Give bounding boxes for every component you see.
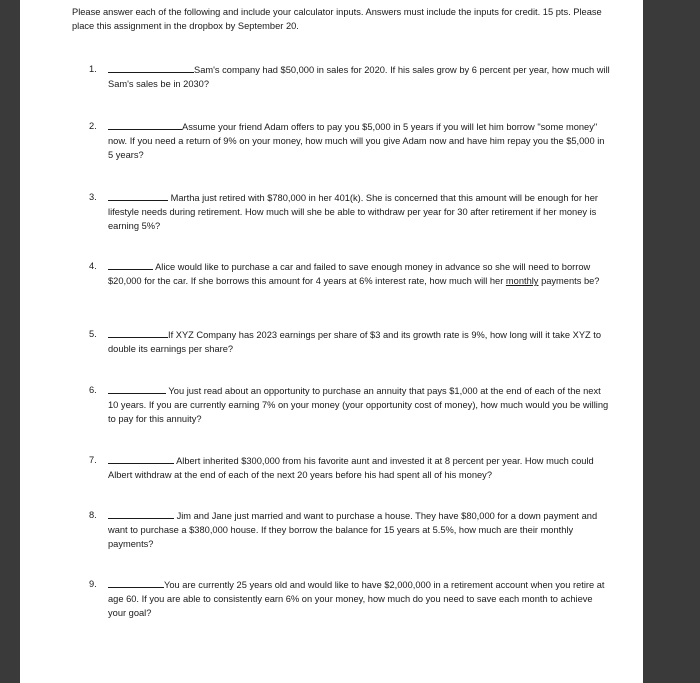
- right-border: [643, 0, 700, 683]
- question-5: [89, 327, 611, 356]
- question-1: [89, 62, 611, 91]
- answer-blank: [108, 453, 174, 464]
- instructions: Please answer each of the following and include your calculator inputs. Answers must include the inputs for credit. 15 pts. Please place this assignment in the dropbox by September 20.: [72, 7, 602, 31]
- question-text: Alice would like to purchase a car and failed to save enough money in advance so she will need to borrow $20,000 for the car. If she borrows this amount for 4 years at 6% interest rate, how much will her: [108, 262, 591, 287]
- question-2: [89, 119, 611, 163]
- question-number: 9.: [89, 579, 97, 589]
- question-text-end: payments be?: [541, 276, 600, 287]
- question-3: [89, 190, 611, 234]
- question-8: [89, 508, 611, 552]
- question-text: You just read about an opportunity to purchase an annuity that pays $1,000 at the end of each of the next 10 years. If you are currently earning 7% on your money (your opportunity cost of money), how much would you be willing to pay for this annuity?: [108, 386, 609, 425]
- question-number: 6.: [89, 385, 97, 395]
- question-text: Sam's company had $50,000 in sales for 2020. If his sales grow by 6 percent per year, how much will Sam's sales be in 2030?: [108, 65, 610, 90]
- question-number: 2.: [89, 121, 97, 131]
- answer-blank: [108, 577, 164, 588]
- answer-blank: [108, 508, 174, 519]
- answer-blank: [108, 259, 153, 270]
- underlined-word: monthly: [505, 276, 539, 287]
- question-text: Assume your friend Adam offers to pay you $5,000 in 5 years if you will let him borrow "some money" now. If you need a return of 9% on your money, how much will you give Adam now and have him repay you the $5,000 in 5 years?: [108, 122, 605, 161]
- left-border: [0, 0, 20, 683]
- question-number: 5.: [89, 329, 97, 339]
- answer-blank: [108, 62, 194, 73]
- question-7: [89, 453, 611, 482]
- question-number: 3.: [89, 192, 97, 202]
- question-text: Martha just retired with $780,000 in her 401(k). She is concerned that this amount will be enough for her lifestyle needs during retirement. How much will she be able to withdraw per year for 30 after retirement if her money is earning 5%?: [108, 193, 598, 232]
- question-text: Albert inherited $300,000 from his favorite aunt and invested it at 8 percent per year. How much could Albert withdraw at the end of each of the next 20 years before his had spent all of his money?: [108, 456, 594, 481]
- question-number: 7.: [89, 455, 97, 465]
- answer-blank: [108, 190, 168, 201]
- question-text: You are currently 25 years old and would like to have $2,000,000 in a retirement account when you retire at age 60. If you are able to consistently earn 6% on your money, how much do you need to save each month to achieve your goal?: [108, 580, 605, 619]
- question-text: Jim and Jane just married and want to purchase a house. They have $80,000 for a down payment and want to purchase a $380,000 house. If they borrow the balance for 15 years at 5.5%, how much are their monthly payments?: [108, 511, 598, 550]
- question-9: [89, 577, 611, 621]
- question-6: [89, 383, 611, 427]
- question-text: If XYZ Company has 2023 earnings per share of $3 and its growth rate is 9%, how long will it take XYZ to double its earnings per share?: [108, 330, 602, 355]
- question-number: 4.: [89, 261, 97, 271]
- question-number: 8.: [89, 510, 97, 520]
- question-4: [89, 259, 611, 288]
- answer-blank: [108, 327, 168, 338]
- answer-blank: [108, 119, 182, 130]
- question-number: 1.: [89, 64, 97, 74]
- answer-blank: [108, 383, 166, 394]
